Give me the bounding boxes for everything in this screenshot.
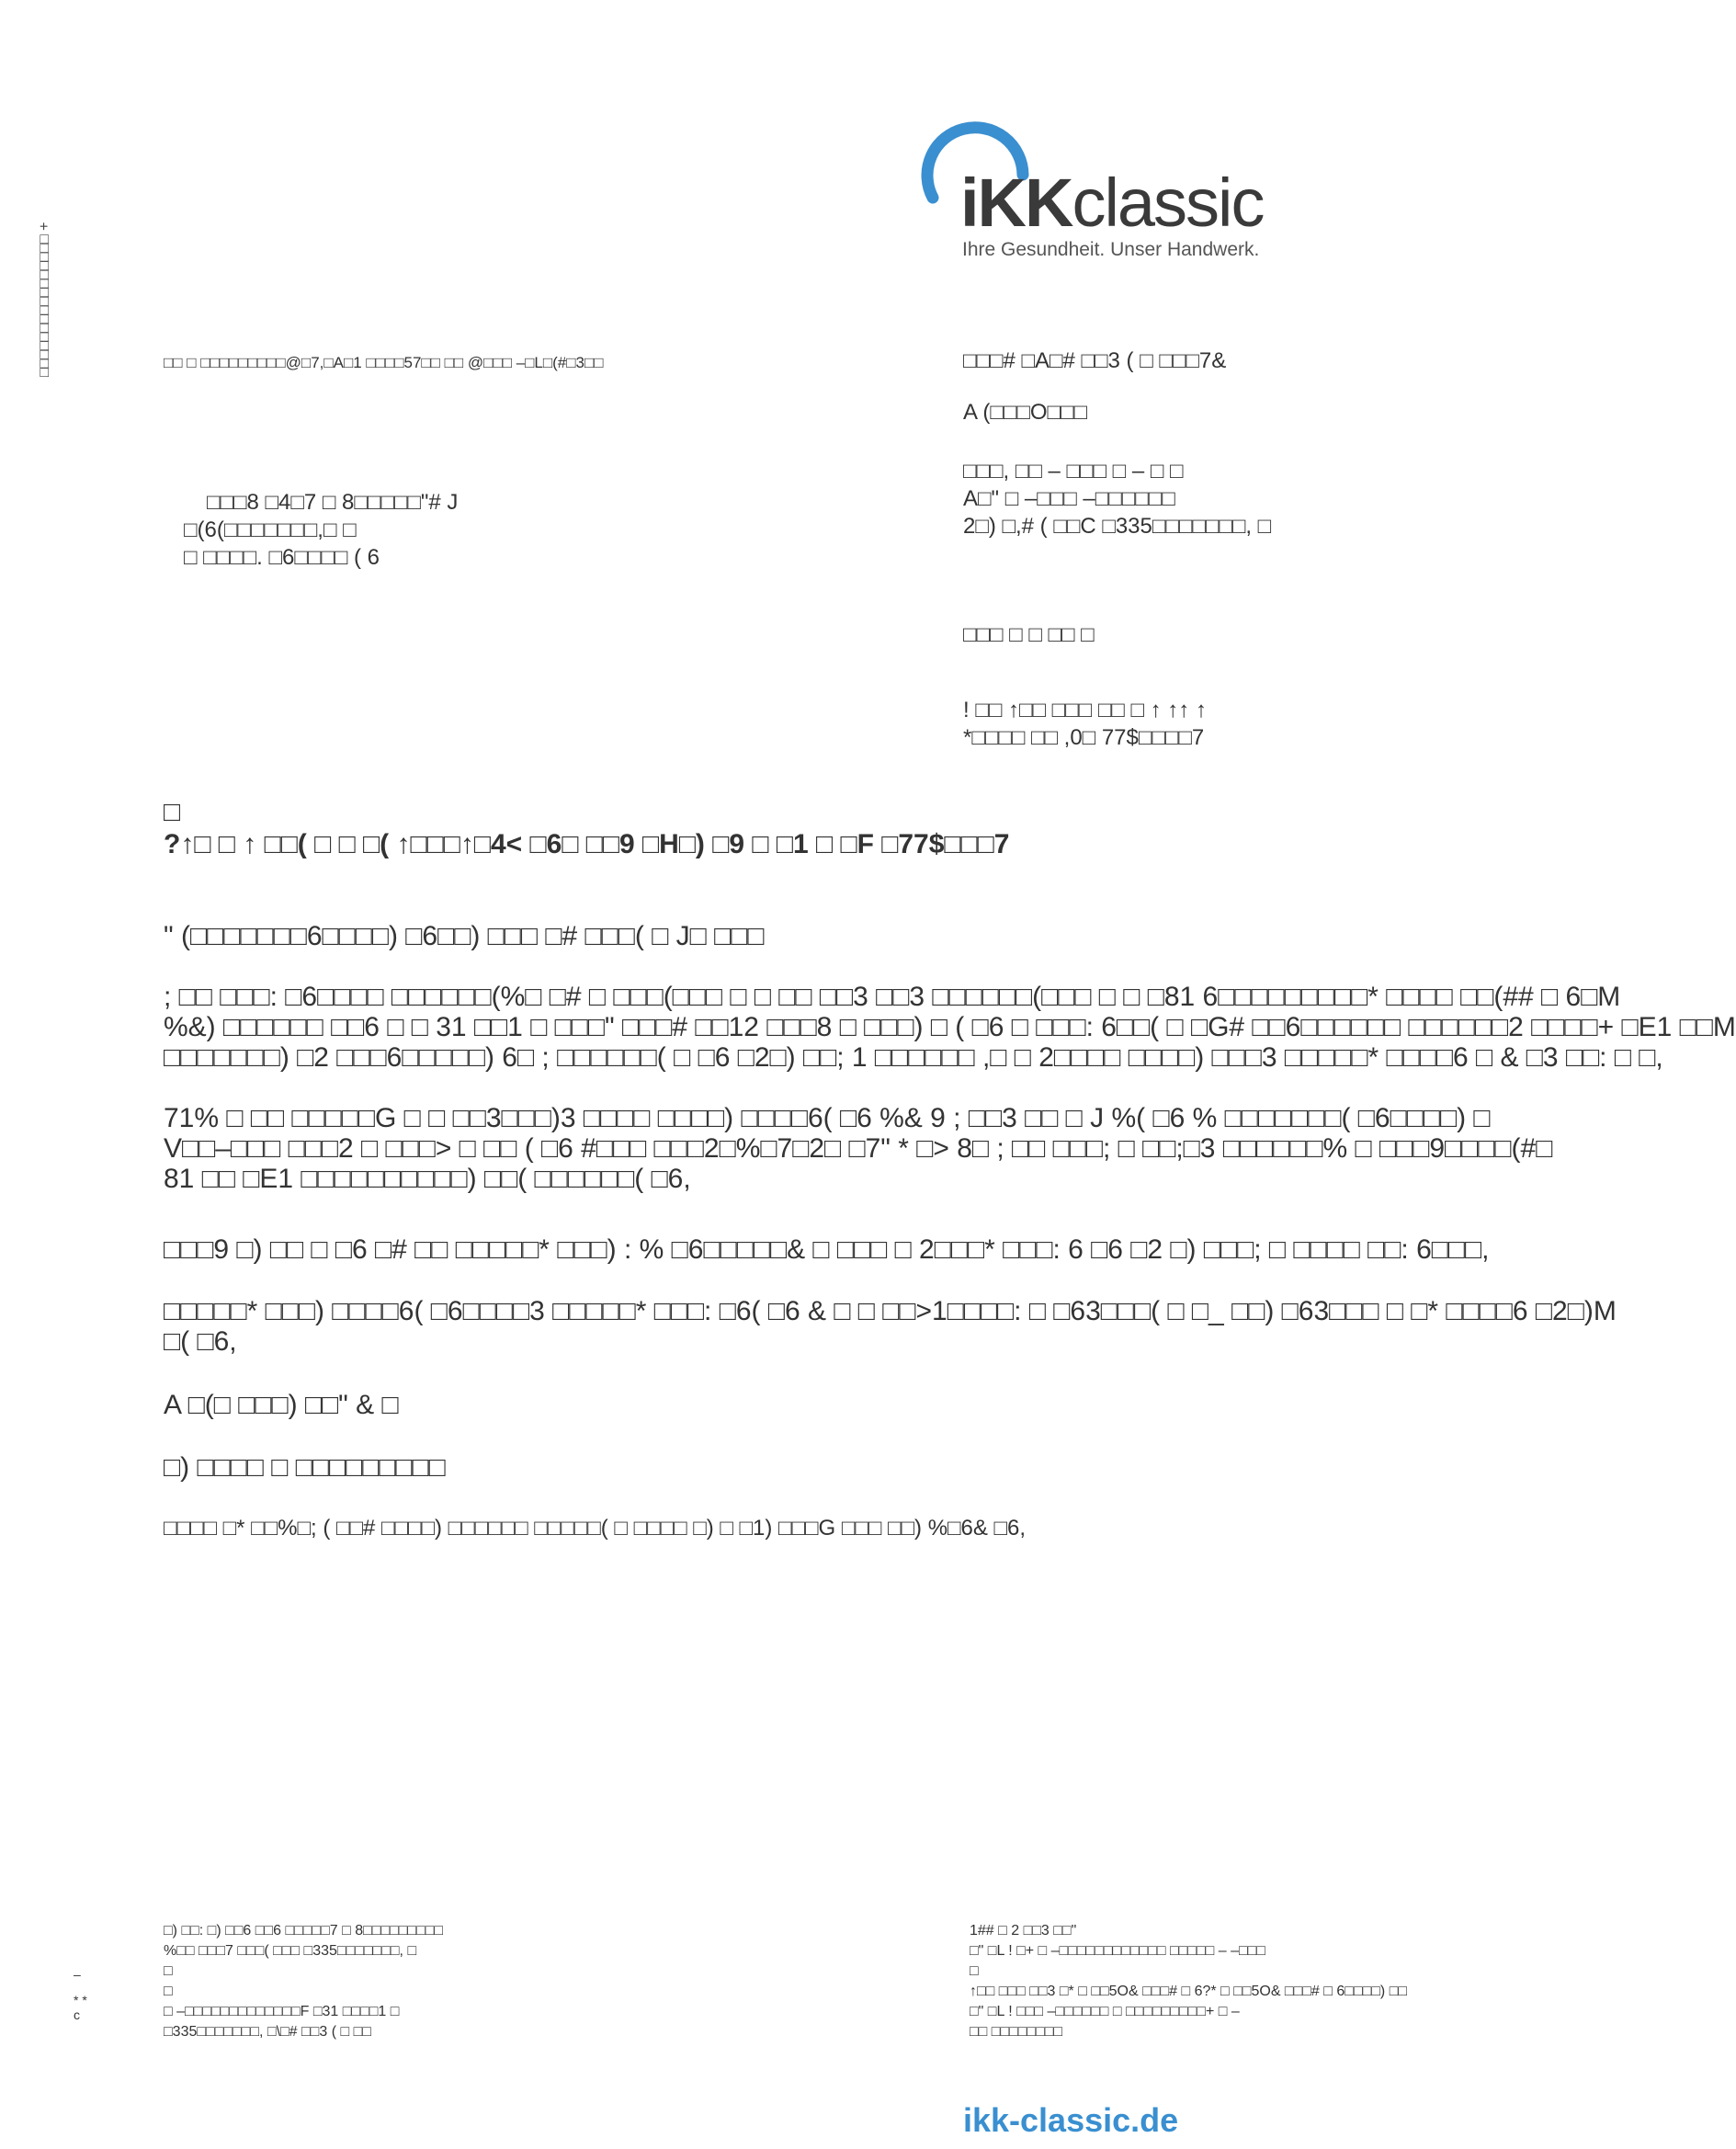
footer-left-line-1: □) □□: □) □□6 □□6 □□□□□7 □ 8□□□□□□□□□ (164, 1923, 444, 1939)
paragraph-1-line-3: □□□□□□□) □2 □□□6□□□□□) 6□ ; □□□□□□( □ □6 □2□) □□; 1 □□□□□□ ,□ □ 2□□□□ □□□□) □□□3 □□□□□* □□□□6 □ & □3 □□: □ □, (164, 1042, 1663, 1073)
logo-wordmark (960, 164, 1264, 242)
paragraph-2-line-1: 71% □ □□ □□□□□G □ □ □□3□□□)3 □□□□ □□□□) □□□□6( □6 %& 9 ; □□3 □□ □ J %( □6 % □□□□□□□( □6□□□□) □ (164, 1103, 1491, 1133)
footer-right (970, 1921, 1407, 2042)
info-line-7: ! □□ ↑□□ □□□ □□ □ ↑ ↑↑ ↑ (963, 698, 1207, 722)
recipient-line-3: □ □□□□. □6□□□□ ( 6 (184, 545, 380, 570)
paragraph-2-line-3: 81 □□ □E1 □□□□□□□□□□) □□( □□□□□□( □6, (164, 1164, 691, 1194)
footer-left-line-6: □335□□□□□□□, □\□# □□3 ( □ □□ (164, 2024, 371, 2040)
footer-right-line-6: □□ □□□□□□□□ (970, 2024, 1063, 2040)
recipient-line-1: □□□8 □4□7 □ 8□□□□□"# J (207, 490, 459, 515)
side-margin-text: □□□□□□□□□□□□□□□□ + (37, 222, 52, 377)
website-link[interactable]: ikk-classic.de (963, 2101, 1179, 2139)
footer-side-mark-1: – (74, 1967, 81, 1982)
footer-right-line-3: □ (970, 1963, 979, 1979)
logo-classic-text: classic (1072, 165, 1264, 241)
footer-left (164, 1921, 443, 2042)
info-block (963, 347, 1271, 752)
ikk-classic-logo (914, 110, 1273, 267)
subject-prefix: □ (164, 797, 181, 827)
body-paragraph-1 (164, 982, 1736, 1073)
paragraph-2-line-2: V□□–□□□ □□□2 □ □□□> □ □□ ( □6 #□□□ □□□2□%□7□2□ □7" * □> 8□ ; □□ □□□; □ □□;□3 □□□□□□% □ □□□9□□□□(#□ (164, 1133, 1553, 1164)
info-line-1: □□□# □A□# □□3 ( □ □□□7& (963, 348, 1227, 373)
postscript-line: □□□□ □* □□%□; ( □□# □□□□) □□□□□□ □□□□□( □ □□□□ □) □ □1) □□□G □□□ □□) %□6& □6, (164, 1516, 1027, 1541)
footer-side-mark-2: * * (74, 1993, 87, 2007)
paragraph-4-line-2: □( □6, (164, 1326, 237, 1357)
footer-left-line-5: □ –□□□□□□□□□□□□□F □31 □□□□1 □ (164, 2004, 400, 2019)
paragraph-3-line-1: □□□9 □) □□ □ □6 □# □□ □□□□□* □□□) : % □6□□□□□& □ □□□ □ 2□□□* □□□: 6 □6 □2 □) □□□; □ □□□□ □□: 6□□□, (164, 1234, 1490, 1265)
footer-right-line-5: □" □L ! □□□ –□□□□□□ □ □□□□□□□□□+ □ – (970, 2004, 1240, 2019)
recipient-address (184, 489, 458, 572)
footer-left-line-2: %□□ □□□7 □□□( □□□ □335□□□□□□□, □ (164, 1943, 417, 1959)
salutation: " (□□□□□□□6□□□□) □6□□) □□□ □# □□□( □ J□ □□□ (164, 921, 765, 951)
info-line-2: A (□□□O□□□ (963, 400, 1087, 425)
signature-label: □) □□□□ □ □□□□□□□□□ (164, 1452, 446, 1483)
footer-left-line-3: □ (164, 1963, 173, 1979)
info-line-4: A□" □ –□□□ –□□□□□□ (963, 486, 1175, 511)
closing: A □(□ □□□) □□" & □ (164, 1390, 399, 1420)
paragraph-4-line-1: □□□□□* □□□) □□□□6( □6□□□□3 □□□□□* □□□: □6( □6 & □ □ □□>1□□□□: □ □63□□□( □ □_ □□) □63□□□ □ □* □□□□6 □2□)M (164, 1296, 1617, 1326)
info-line-3: □□□, □□ – □□□ □ – □ □ (963, 459, 1184, 483)
paragraph-1-line-1: ; □□ □□□: □6□□□□ □□□□□□(%□ □# □ □□□(□□□ □ □ □□ □□3 □□3 □□□□□□(□□□ □ □ □81 6□□□□□□□□□* □□□□ □□(## □ 6□M (164, 982, 1621, 1012)
footer-side-mark-3: c (74, 2007, 80, 2022)
logo-slogan: Ihre Gesundheit. Unser Handwerk. (962, 239, 1260, 260)
sender-line: □□ □ □□□□□□□□□@□7,□A□1 □□□□57□□ □□ @□□□ –□L□(#□3□□ (164, 354, 604, 371)
footer-right-line-2: □" □L ! □+ □ –□□□□□□□□□□□□ □□□□□ – –□□□ (970, 1943, 1265, 1959)
info-line-5: 2□) □,# ( □□C □335□□□□□□□, □ (963, 514, 1272, 539)
body-paragraph-4 (164, 1296, 1617, 1357)
subject-line: ?↑□ □ ↑ □□( □ □ □( ↑□□□↑□4< □6□ □□9 □H□) □9 □ □1 □ □F □77$□□□7 (164, 829, 1010, 859)
footer-left-line-4: □ (164, 1984, 173, 1999)
paragraph-1-line-2: %&) □□□□□□ □□6 □ □ 31 □□1 □ □□□" □□□# □□12 □□□8 □ □□□) □ ( □6 □ □□□: 6□□( □ □G# □□6□□□□□□ □□□□□□2 □□□□+ □E1 □□M (164, 1012, 1736, 1042)
logo-ikk-text: iKK (960, 165, 1072, 241)
footer-right-line-4: ↑□□ □□□ □□3 □* □ □□5O& □□□# □ 6?* □ □□5O& □□□# □ 6□□□□) □□ (970, 1984, 1408, 1999)
footer-right-line-1: 1## □ 2 □□3 □□" (970, 1923, 1077, 1939)
body-paragraph-2 (164, 1103, 1552, 1194)
footer-side-marks (74, 1967, 87, 2022)
info-line-8: *□□□□ □□ ,0□ 77$□□□□7 (963, 725, 1205, 750)
body-paragraph-3 (164, 1234, 1489, 1265)
recipient-line-2: □(6(□□□□□□□,□ □ (184, 517, 357, 542)
info-line-6: □□□ □ □ □□ □ (963, 622, 1095, 647)
